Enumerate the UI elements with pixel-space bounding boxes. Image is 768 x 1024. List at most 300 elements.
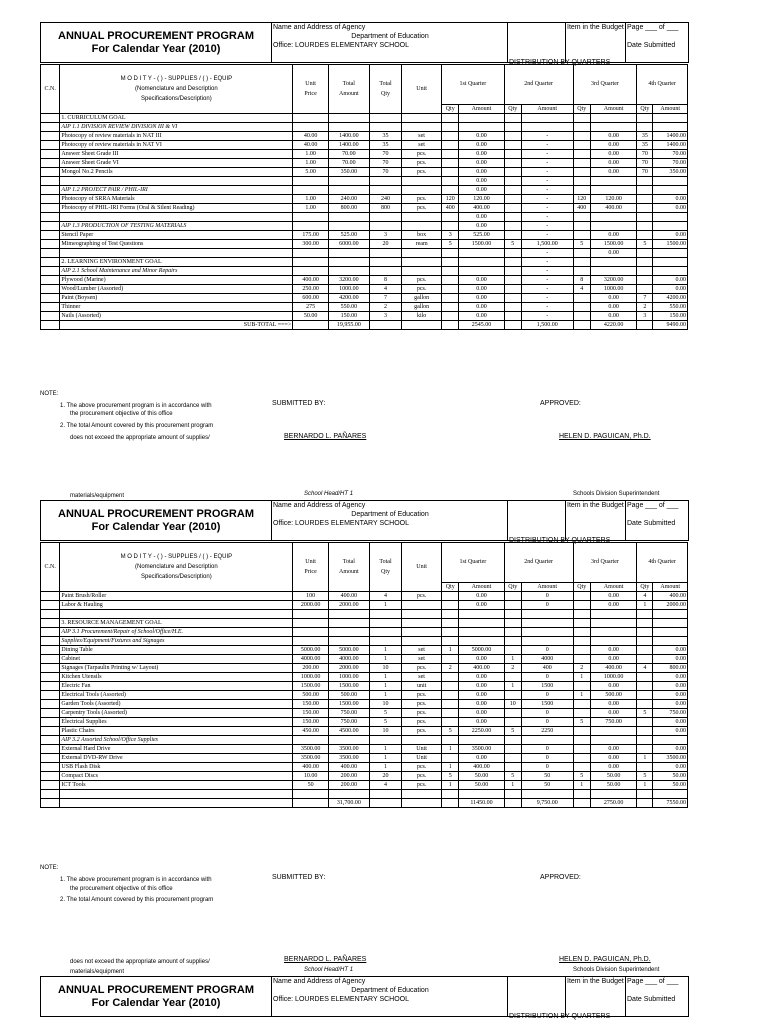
table-cell: 5.00: [293, 168, 329, 177]
col-total-amount-2: [328, 543, 369, 592]
table-cell: 1: [369, 646, 401, 655]
table-cell: 8: [369, 276, 401, 285]
item-description: AIP 1.3 PRODUCTION OF TESTING MATERIALS: [60, 222, 293, 231]
table-cell: 0.00: [459, 213, 504, 222]
table-cell: [637, 285, 653, 294]
table-cell: [504, 709, 521, 718]
table-cell: [637, 258, 653, 267]
table-cell: 1.00: [293, 150, 329, 159]
table-cell: 0.00: [653, 745, 688, 754]
table-cell: 750.00: [328, 709, 369, 718]
q2-amount-2: Amount: [521, 583, 573, 592]
table-cell: 500.00: [293, 691, 329, 700]
table-cell: pcs.: [402, 781, 442, 790]
table-cell: [442, 682, 459, 691]
table-cell: 7: [369, 294, 401, 303]
table-row: [41, 114, 688, 123]
table-cell: [41, 276, 60, 285]
table-cell: 1500.00: [459, 240, 504, 249]
table-cell: 70: [369, 159, 401, 168]
table-cell: 70: [637, 150, 653, 159]
table-cell: [521, 628, 573, 637]
table-cell: 0.00: [459, 312, 504, 321]
table-cell: [293, 736, 329, 745]
table-cell: 0.00: [653, 204, 688, 213]
table-cell: [459, 790, 504, 799]
table-cell: [369, 267, 401, 276]
table-cell: [504, 123, 521, 132]
table-cell: [293, 790, 329, 799]
table-cell: 5: [504, 772, 521, 781]
table-row: [41, 646, 688, 655]
item-description: [60, 177, 293, 186]
table-cell: 800.00: [653, 664, 688, 673]
table-cell: 1: [637, 781, 653, 790]
item-description: Electric Fan: [60, 682, 293, 691]
table-cell: 0.00: [590, 601, 636, 610]
table-cell: 0.00: [459, 655, 504, 664]
table-cell: 5: [504, 240, 521, 249]
table-row: [41, 267, 688, 276]
table-cell: [402, 637, 442, 646]
item-description: Supplies/Equipment/Fixtures and Signages: [60, 637, 293, 646]
table-cell: 1: [573, 781, 590, 790]
table-cell: [369, 637, 401, 646]
table-cell: [590, 727, 636, 736]
table-cell: [328, 637, 369, 646]
table-cell: [402, 601, 442, 610]
table-cell: 175.00: [293, 231, 329, 240]
office-name-3: Office: LOURDES ELEMENTARY SCHOOL: [273, 996, 410, 1003]
table-cell: 5: [504, 727, 521, 736]
table-cell: 0: [521, 601, 573, 610]
table-cell: [328, 619, 369, 628]
table-cell: 1: [637, 601, 653, 610]
table-cell: 400.00: [590, 664, 636, 673]
table-cell: [402, 123, 442, 132]
table-cell: 0.00: [653, 718, 688, 727]
table-cell: 0.00: [590, 141, 636, 150]
table-cell: [41, 745, 60, 754]
table-cell: [637, 619, 653, 628]
title-line1-2: ANNUAL PROCUREMENT PROGRAM: [58, 508, 254, 520]
table-cell: 2000.00: [328, 664, 369, 673]
table-cell: [590, 619, 636, 628]
table-cell: [402, 177, 442, 186]
unit-price-label2-2: Price: [304, 569, 317, 575]
table-cell: [402, 186, 442, 195]
table-row: [41, 700, 688, 709]
table-cell: [369, 628, 401, 637]
table-cell: [637, 123, 653, 132]
table-cell: 1500.00: [328, 682, 369, 691]
q1-qty-2: Qty: [442, 583, 459, 592]
table-cell: [521, 637, 573, 646]
table-row: [41, 637, 688, 646]
table-cell: [442, 222, 459, 231]
table-cell: [293, 267, 329, 276]
table-row: [41, 691, 688, 700]
table-cell: 8: [573, 276, 590, 285]
table-cell: 50.00: [653, 772, 688, 781]
table-cell: 0.00: [590, 159, 636, 168]
table-cell: pcs.: [402, 772, 442, 781]
table-row: [41, 745, 688, 754]
table-cell: set: [402, 132, 442, 141]
table-cell: 0.00: [653, 646, 688, 655]
table-cell: -: [521, 132, 573, 141]
table-cell: 3500.00: [328, 745, 369, 754]
table-cell: -: [521, 267, 573, 276]
sheet3-header: [40, 976, 689, 1017]
table-cell: [442, 655, 459, 664]
q2-amount: Amount: [521, 105, 573, 114]
table-cell: [41, 673, 60, 682]
total-qty-label1-2: Total: [379, 559, 392, 565]
table-cell: 0.00: [590, 231, 636, 240]
table-cell: 0: [521, 709, 573, 718]
table-cell: [504, 186, 521, 195]
q1-amount-2: Amount: [459, 583, 504, 592]
table-cell: [328, 249, 369, 258]
table-cell: [637, 610, 653, 619]
item-description: [60, 790, 293, 799]
item-description: Photocopy of SRRA Materials: [60, 195, 293, 204]
table-cell: 3: [637, 312, 653, 321]
table-cell: [442, 718, 459, 727]
table-cell: [653, 267, 688, 276]
table-cell: [41, 285, 60, 294]
table-cell: 4: [573, 285, 590, 294]
table-cell: 400: [442, 204, 459, 213]
total-q2-2: 9,750.00: [521, 799, 573, 808]
table-cell: [504, 312, 521, 321]
table-cell: 50.00: [459, 772, 504, 781]
table-cell: 50.00: [590, 772, 636, 781]
table-cell: 2: [504, 664, 521, 673]
table-cell: [504, 673, 521, 682]
table-row: [41, 619, 688, 628]
table-cell: 200.00: [328, 772, 369, 781]
table-cell: [504, 718, 521, 727]
table-cell: 35: [637, 132, 653, 141]
agency-name: Department of Education: [351, 33, 429, 40]
table-cell: -: [521, 249, 573, 258]
table-cell: [41, 186, 60, 195]
table-cell: [293, 177, 329, 186]
agency-cell-3: [272, 977, 508, 1017]
item-description: Labor & Hauling: [60, 601, 293, 610]
unit-price-label1-2: Unit: [305, 559, 316, 565]
table-cell: 1: [573, 673, 590, 682]
table-cell: [504, 285, 521, 294]
approved-name-1: HELEN D. PAGUICAN, Ph.D.: [559, 433, 651, 440]
table-cell: 200.00: [293, 664, 329, 673]
table-cell: -: [521, 177, 573, 186]
table-row: [41, 592, 688, 601]
table-cell: 20: [369, 240, 401, 249]
table-cell: unit: [402, 682, 442, 691]
table-cell: 4: [637, 592, 653, 601]
table-cell: [442, 249, 459, 258]
q3-amount-2: Amount: [590, 583, 636, 592]
table-cell: [590, 177, 636, 186]
table-cell: [637, 195, 653, 204]
table-cell: 3200.00: [590, 276, 636, 285]
table-cell: [41, 601, 60, 610]
q4-amount: Amount: [653, 105, 688, 114]
blank-cell: [508, 23, 566, 63]
table-cell: [459, 258, 504, 267]
table-cell: [590, 222, 636, 231]
table-row: [41, 177, 688, 186]
table-cell: [442, 592, 459, 601]
table-cell: 35: [637, 141, 653, 150]
table-cell: 3: [369, 231, 401, 240]
table-cell: 400.00: [459, 664, 504, 673]
col-commodity-2: [60, 543, 293, 592]
table-cell: [504, 763, 521, 772]
table-cell: 70.00: [653, 150, 688, 159]
table-cell: 240.00: [328, 195, 369, 204]
item-description: Stencil Paper: [60, 231, 293, 240]
unit-price-label1: Unit: [305, 81, 316, 87]
table-cell: [573, 303, 590, 312]
table-cell: 0.00: [590, 655, 636, 664]
table-cell: pcs.: [402, 718, 442, 727]
column-header-row: [41, 65, 688, 105]
submitted-label-2: SUBMITTED BY:: [272, 874, 326, 881]
table-cell: [442, 709, 459, 718]
table-cell: 3500.00: [293, 745, 329, 754]
table-cell: [521, 610, 573, 619]
col-unit-price: [293, 65, 329, 114]
table-cell: [328, 736, 369, 745]
table-cell: 5: [637, 240, 653, 249]
col-unit: Unit: [402, 65, 442, 114]
item-description: Wood/Lumber (Assorted): [60, 285, 293, 294]
table-cell: set: [402, 141, 442, 150]
table-cell: 1: [573, 691, 590, 700]
item-description: AIP 1.2 PROJECT PAIR / PHIL-IRI: [60, 186, 293, 195]
total-q1-2: 11450.00: [459, 799, 504, 808]
item-description: Photocopy of review materials in NAT VI: [60, 141, 293, 150]
table-cell: 0.00: [590, 754, 636, 763]
table-cell: 0.00: [459, 709, 504, 718]
table-cell: [573, 231, 590, 240]
item-description: Nails (Assorted): [60, 312, 293, 321]
table-cell: 35: [369, 132, 401, 141]
table-cell: 0.00: [653, 700, 688, 709]
table-cell: 800: [369, 204, 401, 213]
title-line2-2: For Calendar Year (2010): [91, 521, 221, 533]
table-row: [41, 231, 688, 240]
table-cell: -: [521, 231, 573, 240]
note-label-1: NOTE:: [40, 391, 59, 397]
item-description: Dining Table: [60, 646, 293, 655]
item-description: Thinner: [60, 303, 293, 312]
col-total-qty: [369, 65, 401, 114]
table-cell: [293, 249, 329, 258]
table-cell: gallon: [402, 303, 442, 312]
table-cell: [590, 213, 636, 222]
table-cell: [442, 294, 459, 303]
table-cell: [41, 655, 60, 664]
col-total-amount: [328, 65, 369, 114]
submitted-label-1: SUBMITTED BY:: [272, 400, 326, 407]
table-cell: 4: [369, 781, 401, 790]
table-cell: 0.00: [459, 303, 504, 312]
col-q3: 3rd Quarter: [573, 65, 637, 105]
table-cell: [573, 655, 590, 664]
table-cell: [442, 186, 459, 195]
sheet1-body: [41, 114, 688, 321]
item-description: Garden Tools (Assorted): [60, 700, 293, 709]
subtotal-q1: 2545.00: [459, 321, 504, 330]
table-cell: 70: [369, 150, 401, 159]
q2-qty-2: Qty: [504, 583, 521, 592]
table-cell: [653, 123, 688, 132]
note1b-2: the procurement objective of this office: [70, 886, 173, 892]
table-cell: 1: [504, 682, 521, 691]
table-cell: [504, 745, 521, 754]
table-cell: [41, 727, 60, 736]
table-cell: [590, 637, 636, 646]
table-cell: 0.00: [459, 159, 504, 168]
table-cell: 4200.00: [653, 294, 688, 303]
budget-label: Item in the Budget: [567, 24, 624, 31]
note1a-1: 1. The above procurement program is in accordance with: [60, 403, 212, 409]
table-cell: [442, 285, 459, 294]
table-cell: 120: [442, 195, 459, 204]
table-cell: 2000.00: [653, 601, 688, 610]
table-cell: 400.00: [590, 204, 636, 213]
table-cell: 70: [637, 168, 653, 177]
office-name: Office: LOURDES ELEMENTARY SCHOOL: [273, 42, 410, 49]
table-cell: [41, 682, 60, 691]
note2c-1: materials/equipment: [70, 493, 125, 499]
item-description: External Hard Drive: [60, 745, 293, 754]
table-cell: [573, 222, 590, 231]
table-cell: [328, 123, 369, 132]
table-cell: [573, 249, 590, 258]
blank-cell-3: [508, 977, 566, 1017]
item-description: Paint Brush/Roller: [60, 592, 293, 601]
table-cell: [41, 619, 60, 628]
table-cell: [573, 114, 590, 123]
table-cell: [637, 790, 653, 799]
table-cell: [573, 637, 590, 646]
table-cell: [637, 114, 653, 123]
table-cell: 5000.00: [293, 646, 329, 655]
table-cell: 3500.00: [293, 754, 329, 763]
sheet1-subtotal-row: [41, 321, 688, 330]
table-cell: 0: [521, 745, 573, 754]
table-cell: [442, 790, 459, 799]
table-cell: [504, 619, 521, 628]
title-line1-3: ANNUAL PROCUREMENT PROGRAM: [58, 984, 254, 996]
table-cell: [442, 276, 459, 285]
submitted-name-1: BERNARDO L. PAÑARES: [284, 433, 367, 440]
distribution-label-3: DISTRIBUTION BY QUARTERS: [509, 1013, 611, 1020]
table-cell: -: [521, 141, 573, 150]
table-cell: 4000.00: [293, 655, 329, 664]
table-cell: [369, 186, 401, 195]
table-cell: [442, 637, 459, 646]
table-cell: pcs.: [402, 195, 442, 204]
item-description: Photocopy of PHIL-IRI Forms (Oral & Silent Reading): [60, 204, 293, 213]
table-cell: 400: [521, 664, 573, 673]
table-cell: 3500.00: [653, 754, 688, 763]
table-cell: [41, 592, 60, 601]
table-cell: [504, 592, 521, 601]
table-cell: [41, 312, 60, 321]
table-cell: 150.00: [328, 312, 369, 321]
table-cell: [590, 267, 636, 276]
table-cell: 40.00: [293, 141, 329, 150]
table-cell: [442, 619, 459, 628]
table-cell: 0: [521, 673, 573, 682]
sheet2-total-row: [41, 799, 688, 808]
table-cell: [41, 610, 60, 619]
table-cell: [293, 213, 329, 222]
page-cell-2: [626, 501, 689, 541]
table-cell: [442, 168, 459, 177]
table-cell: [504, 177, 521, 186]
table-cell: 5: [637, 772, 653, 781]
table-cell: [573, 601, 590, 610]
subtotal-q2: 1,500.00: [521, 321, 573, 330]
table-cell: [41, 781, 60, 790]
approved-name-2: HELEN D. PAGUICAN, Ph.D.: [559, 956, 651, 963]
table-cell: [41, 114, 60, 123]
table-cell: 0.00: [590, 132, 636, 141]
title-line2-3: For Calendar Year (2010): [91, 997, 221, 1009]
item-description: 3. RESOURCE MANAGEMENT GOAL: [60, 619, 293, 628]
table-cell: 0.00: [590, 249, 636, 258]
table-cell: 2000.00: [328, 601, 369, 610]
total-qty-label2-2: Qty: [381, 569, 391, 575]
table-row: [41, 664, 688, 673]
title-line2: For Calendar Year (2010): [91, 43, 221, 55]
table-cell: 0.00: [653, 285, 688, 294]
table-cell: [573, 294, 590, 303]
table-cell: [504, 141, 521, 150]
table-cell: [573, 682, 590, 691]
table-cell: 1,500.00: [521, 240, 573, 249]
table-cell: [41, 691, 60, 700]
table-cell: [442, 700, 459, 709]
table-row: [41, 168, 688, 177]
office-name-2: Office: LOURDES ELEMENTARY SCHOOL: [273, 520, 410, 527]
item-description: ICT Tools: [60, 781, 293, 790]
table-cell: [369, 790, 401, 799]
table-cell: 2250.00: [459, 727, 504, 736]
table-cell: [504, 267, 521, 276]
table-cell: [41, 646, 60, 655]
table-cell: 70.00: [328, 159, 369, 168]
total-amount-label2: Amount: [339, 91, 359, 97]
table-cell: 3500.00: [459, 745, 504, 754]
table-cell: pcs.: [402, 159, 442, 168]
table-cell: [653, 637, 688, 646]
table-cell: 10.00: [293, 772, 329, 781]
table-cell: 5000.00: [459, 646, 504, 655]
table-cell: [637, 213, 653, 222]
table-cell: 50: [293, 781, 329, 790]
table-row: [41, 763, 688, 772]
table-cell: [293, 610, 329, 619]
